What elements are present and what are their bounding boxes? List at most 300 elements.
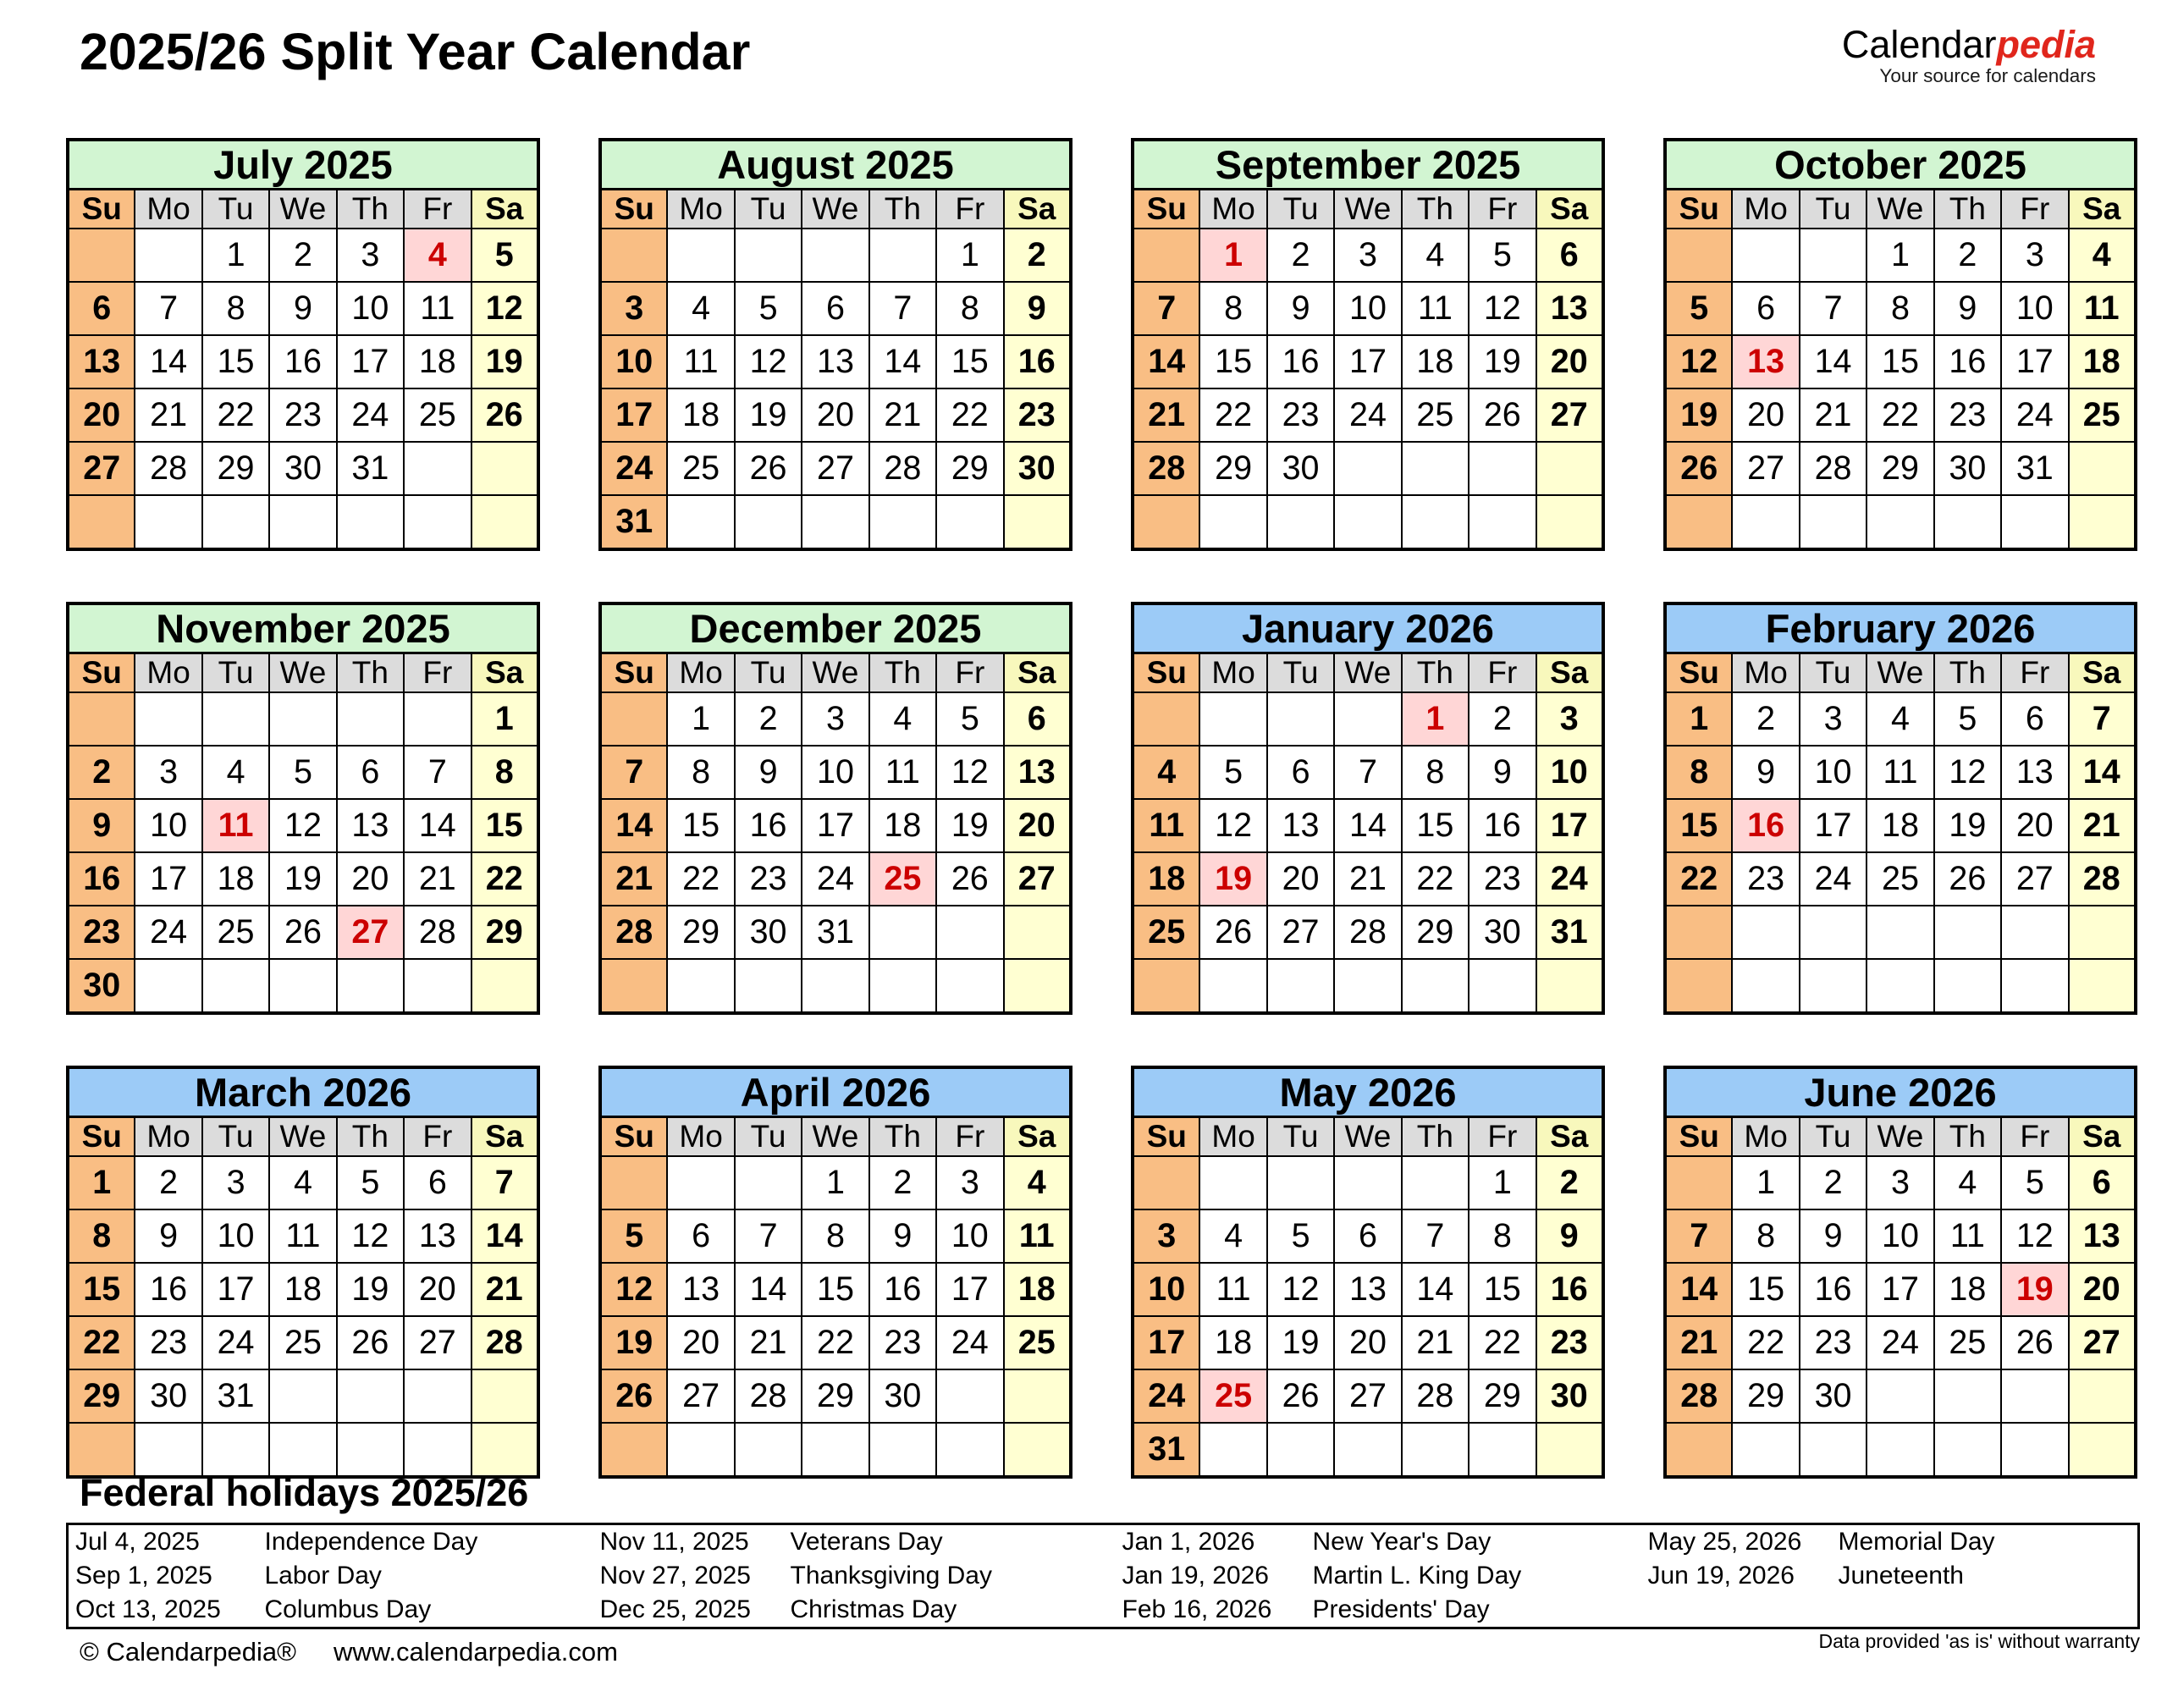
day-cell: 28: [1133, 442, 1199, 495]
empty-cell: [1536, 959, 1603, 1013]
weekday-header-su: Su: [600, 653, 667, 693]
empty-cell: [68, 692, 135, 746]
empty-cell: [1004, 959, 1071, 1013]
weekday-header-fr: Fr: [936, 190, 1003, 229]
empty-cell: [2069, 959, 2136, 1013]
day-cell: 13: [1267, 799, 1334, 852]
empty-cell: [1469, 959, 1536, 1013]
empty-cell: [1402, 1156, 1469, 1209]
day-cell: 8: [802, 1209, 868, 1263]
day-cell: 6: [2069, 1156, 2136, 1209]
day-cell: 8: [667, 746, 734, 799]
day-cell: 1: [471, 692, 538, 746]
day-cell: 11: [269, 1209, 336, 1263]
month-december-2025: [598, 602, 1072, 1015]
day-cell: 12: [1469, 282, 1536, 335]
weekday-header-su: Su: [1133, 1117, 1199, 1157]
day-cell: 2: [1934, 229, 2001, 282]
day-cell: 19: [1665, 388, 1732, 442]
day-cell: 24: [135, 906, 201, 959]
holiday-cell: 19: [2001, 1263, 2068, 1316]
day-cell: 28: [471, 1316, 538, 1369]
day-cell: 29: [1402, 906, 1469, 959]
empty-cell: [2001, 959, 2068, 1013]
day-cell: 30: [1800, 1369, 1866, 1423]
empty-cell: [1199, 1156, 1266, 1209]
day-cell: 16: [1004, 335, 1071, 388]
day-cell: 2: [1536, 1156, 1603, 1209]
weekday-header-sa: Sa: [2069, 653, 2136, 693]
day-cell: 27: [2001, 852, 2068, 906]
weekday-header-tu: Tu: [1800, 1117, 1866, 1157]
day-cell: 30: [135, 1369, 201, 1423]
holiday-cell: 1: [1199, 229, 1266, 282]
day-cell: 28: [1665, 1369, 1732, 1423]
empty-cell: [1934, 906, 2001, 959]
weekday-header-su: Su: [1665, 190, 1732, 229]
federal-holidays-heading: Federal holidays 2025/26: [80, 1471, 529, 1514]
day-cell: 25: [1402, 388, 1469, 442]
weekday-header-mo: Mo: [1732, 1117, 1799, 1157]
weekday-header-fr: Fr: [2001, 653, 2068, 693]
day-cell: 22: [471, 852, 538, 906]
day-cell: 18: [1004, 1263, 1071, 1316]
day-cell: 5: [735, 282, 802, 335]
day-cell: 19: [269, 852, 336, 906]
day-cell: 14: [2069, 746, 2136, 799]
day-cell: 3: [600, 282, 667, 335]
day-cell: 29: [667, 906, 734, 959]
day-cell: 2: [869, 1156, 936, 1209]
holiday-cell: 27: [337, 906, 404, 959]
day-cell: 16: [68, 852, 135, 906]
day-cell: 15: [1402, 799, 1469, 852]
day-cell: 30: [735, 906, 802, 959]
day-cell: 4: [1402, 229, 1469, 282]
weekday-header-th: Th: [1402, 190, 1469, 229]
day-cell: 20: [2069, 1263, 2136, 1316]
day-cell: 2: [1004, 229, 1071, 282]
weekday-header-we: We: [1866, 653, 1933, 693]
empty-cell: [600, 1423, 667, 1477]
empty-cell: [68, 495, 135, 549]
empty-cell: [269, 1369, 336, 1423]
day-cell: 20: [667, 1316, 734, 1369]
day-cell: 14: [1402, 1263, 1469, 1316]
day-cell: 6: [1334, 1209, 1401, 1263]
weekday-header-su: Su: [600, 190, 667, 229]
empty-cell: [735, 959, 802, 1013]
empty-cell: [1732, 959, 1799, 1013]
day-cell: 12: [2001, 1209, 2068, 1263]
holiday-cell: 25: [1199, 1369, 1266, 1423]
weekday-header-sa: Sa: [1004, 653, 1071, 693]
empty-cell: [667, 1156, 734, 1209]
day-cell: 2: [269, 229, 336, 282]
weekday-header-th: Th: [337, 1117, 404, 1157]
weekday-header-su: Su: [1665, 653, 1732, 693]
day-cell: 13: [802, 335, 868, 388]
day-cell: 17: [936, 1263, 1003, 1316]
holiday-row: [68, 1559, 2139, 1593]
empty-cell: [869, 959, 936, 1013]
empty-cell: [1402, 442, 1469, 495]
day-cell: 23: [1267, 388, 1334, 442]
day-cell: 21: [1133, 388, 1199, 442]
empty-cell: [1866, 906, 1933, 959]
weekday-header-we: We: [802, 1117, 868, 1157]
empty-cell: [202, 959, 269, 1013]
empty-cell: [802, 229, 868, 282]
calendarpedia-logo: [1842, 25, 2096, 86]
day-cell: 23: [1004, 388, 1071, 442]
day-cell: 2: [135, 1156, 201, 1209]
day-cell: 1: [1665, 692, 1732, 746]
holiday-cell: 11: [202, 799, 269, 852]
day-cell: 25: [1004, 1316, 1071, 1369]
day-cell: 21: [1800, 388, 1866, 442]
day-cell: 12: [1267, 1263, 1334, 1316]
day-cell: 21: [1665, 1316, 1732, 1369]
empty-cell: [667, 495, 734, 549]
month-title: February 2026: [1665, 603, 2136, 653]
empty-cell: [1267, 959, 1334, 1013]
empty-cell: [1665, 959, 1732, 1013]
day-cell: 18: [1866, 799, 1933, 852]
empty-cell: [404, 692, 471, 746]
day-cell: 4: [1866, 692, 1933, 746]
holiday-name: Martin L. King Day: [1312, 1562, 1522, 1590]
day-cell: 14: [1800, 335, 1866, 388]
empty-cell: [1334, 495, 1401, 549]
empty-cell: [202, 692, 269, 746]
day-cell: 24: [1334, 388, 1401, 442]
day-cell: 7: [1402, 1209, 1469, 1263]
empty-cell: [269, 1423, 336, 1477]
empty-cell: [600, 1156, 667, 1209]
empty-cell: [1402, 495, 1469, 549]
month-title: October 2025: [1665, 140, 2136, 190]
day-cell: 18: [2069, 335, 2136, 388]
empty-cell: [404, 442, 471, 495]
day-cell: 29: [202, 442, 269, 495]
empty-cell: [802, 1423, 868, 1477]
day-cell: 7: [735, 1209, 802, 1263]
day-cell: 19: [735, 388, 802, 442]
weekday-header-we: We: [269, 653, 336, 693]
day-cell: 28: [135, 442, 201, 495]
day-cell: 23: [1536, 1316, 1603, 1369]
weekday-header-we: We: [1866, 1117, 1933, 1157]
day-cell: 15: [1469, 1263, 1536, 1316]
day-cell: 31: [337, 442, 404, 495]
empty-cell: [2069, 442, 2136, 495]
day-cell: 9: [1800, 1209, 1866, 1263]
day-cell: 25: [667, 442, 734, 495]
logo-wordmark-black: Calendar: [1841, 23, 1997, 66]
weekday-header-mo: Mo: [667, 190, 734, 229]
day-cell: 17: [2001, 335, 2068, 388]
empty-cell: [471, 442, 538, 495]
empty-cell: [2001, 906, 2068, 959]
month-january-2026: [1131, 602, 1605, 1015]
day-cell: 19: [1934, 799, 2001, 852]
day-cell: 5: [269, 746, 336, 799]
month-july-2025: [66, 138, 540, 551]
day-cell: 28: [735, 1369, 802, 1423]
day-cell: 28: [600, 906, 667, 959]
weekday-header-mo: Mo: [1732, 190, 1799, 229]
day-cell: 24: [337, 388, 404, 442]
weekday-header-fr: Fr: [1469, 653, 1536, 693]
day-cell: 27: [1004, 852, 1071, 906]
empty-cell: [2069, 1423, 2136, 1477]
weekday-header-sa: Sa: [1004, 1117, 1071, 1157]
day-cell: 8: [1199, 282, 1266, 335]
day-cell: 22: [1199, 388, 1266, 442]
day-cell: 6: [1004, 692, 1071, 746]
day-cell: 28: [1402, 1369, 1469, 1423]
day-cell: 9: [269, 282, 336, 335]
day-cell: 16: [135, 1263, 201, 1316]
day-cell: 13: [337, 799, 404, 852]
day-cell: 13: [667, 1263, 734, 1316]
day-cell: 25: [202, 906, 269, 959]
day-cell: 4: [2069, 229, 2136, 282]
day-cell: 16: [869, 1263, 936, 1316]
empty-cell: [404, 1423, 471, 1477]
day-cell: 10: [936, 1209, 1003, 1263]
day-cell: 12: [936, 746, 1003, 799]
day-cell: 22: [936, 388, 1003, 442]
empty-cell: [202, 495, 269, 549]
holiday-cell: 1: [1402, 692, 1469, 746]
empty-cell: [1334, 442, 1401, 495]
day-cell: 2: [1267, 229, 1334, 282]
day-cell: 14: [1334, 799, 1401, 852]
day-cell: 31: [600, 495, 667, 549]
month-february-2026: [1663, 602, 2137, 1015]
weekday-header-th: Th: [1934, 653, 2001, 693]
weekday-header-sa: Sa: [471, 190, 538, 229]
day-cell: 15: [202, 335, 269, 388]
day-cell: 19: [1267, 1316, 1334, 1369]
day-cell: 24: [1133, 1369, 1199, 1423]
day-cell: 25: [404, 388, 471, 442]
day-cell: 19: [471, 335, 538, 388]
day-cell: 23: [1934, 388, 2001, 442]
empty-cell: [471, 1369, 538, 1423]
empty-cell: [1732, 1423, 1799, 1477]
day-cell: 24: [802, 852, 868, 906]
weekday-header-tu: Tu: [202, 653, 269, 693]
logo-tagline: Your source for calendars: [1879, 64, 2096, 86]
day-cell: 29: [1469, 1369, 1536, 1423]
day-cell: 21: [1334, 852, 1401, 906]
day-cell: 11: [667, 335, 734, 388]
empty-cell: [1469, 495, 1536, 549]
day-cell: 30: [1934, 442, 2001, 495]
empty-cell: [1199, 495, 1266, 549]
empty-cell: [2069, 495, 2136, 549]
day-cell: 5: [1267, 1209, 1334, 1263]
day-cell: 20: [1004, 799, 1071, 852]
empty-cell: [471, 495, 538, 549]
day-cell: 4: [202, 746, 269, 799]
weekday-header-mo: Mo: [135, 190, 201, 229]
day-cell: 2: [68, 746, 135, 799]
day-cell: 27: [667, 1369, 734, 1423]
empty-cell: [1934, 959, 2001, 1013]
weekday-header-we: We: [1334, 1117, 1401, 1157]
day-cell: 22: [1665, 852, 1732, 906]
month-title: December 2025: [600, 603, 1071, 653]
weekday-header-we: We: [802, 653, 868, 693]
day-cell: 18: [869, 799, 936, 852]
weekday-header-th: Th: [869, 190, 936, 229]
day-cell: 2: [735, 692, 802, 746]
weekday-header-fr: Fr: [404, 1117, 471, 1157]
day-cell: 1: [1732, 1156, 1799, 1209]
holiday-date: Nov 11, 2025: [599, 1528, 749, 1556]
day-cell: 4: [667, 282, 734, 335]
day-cell: 22: [1866, 388, 1933, 442]
day-cell: 24: [2001, 388, 2068, 442]
empty-cell: [68, 1423, 135, 1477]
day-cell: 17: [802, 799, 868, 852]
day-cell: 5: [337, 1156, 404, 1209]
day-cell: 26: [1665, 442, 1732, 495]
day-cell: 5: [936, 692, 1003, 746]
day-cell: 8: [68, 1209, 135, 1263]
day-cell: 7: [404, 746, 471, 799]
day-cell: 17: [600, 388, 667, 442]
day-cell: 20: [802, 388, 868, 442]
day-cell: 15: [471, 799, 538, 852]
empty-cell: [936, 959, 1003, 1013]
empty-cell: [2069, 1369, 2136, 1423]
day-cell: 11: [1402, 282, 1469, 335]
day-cell: 4: [1133, 746, 1199, 799]
day-cell: 14: [600, 799, 667, 852]
weekday-header-th: Th: [337, 653, 404, 693]
weekday-header-sa: Sa: [1536, 1117, 1603, 1157]
months-grid: [66, 138, 2137, 1479]
empty-cell: [1199, 692, 1266, 746]
day-cell: 29: [936, 442, 1003, 495]
month-november-2025: [66, 602, 540, 1015]
empty-cell: [1536, 1423, 1603, 1477]
day-cell: 3: [802, 692, 868, 746]
month-title: March 2026: [68, 1067, 538, 1117]
day-cell: 9: [1536, 1209, 1603, 1263]
day-cell: 10: [802, 746, 868, 799]
day-cell: 25: [1866, 852, 1933, 906]
empty-cell: [1866, 1369, 1933, 1423]
weekday-header-su: Su: [68, 1117, 135, 1157]
day-cell: 12: [600, 1263, 667, 1316]
day-cell: 23: [68, 906, 135, 959]
day-cell: 9: [1004, 282, 1071, 335]
empty-cell: [1800, 229, 1866, 282]
weekday-header-th: Th: [1402, 653, 1469, 693]
empty-cell: [1334, 1423, 1401, 1477]
weekday-header-we: We: [269, 190, 336, 229]
day-cell: 16: [1800, 1263, 1866, 1316]
weekday-header-fr: Fr: [1469, 1117, 1536, 1157]
weekday-header-mo: Mo: [135, 1117, 201, 1157]
day-cell: 3: [2001, 229, 2068, 282]
day-cell: 30: [869, 1369, 936, 1423]
weekday-header-th: Th: [1934, 1117, 2001, 1157]
day-cell: 16: [1469, 799, 1536, 852]
empty-cell: [269, 692, 336, 746]
holiday-name: Columbus Day: [264, 1595, 432, 1623]
day-cell: 19: [1469, 335, 1536, 388]
month-october-2025: [1663, 138, 2137, 551]
day-cell: 1: [1469, 1156, 1536, 1209]
empty-cell: [1536, 442, 1603, 495]
empty-cell: [936, 906, 1003, 959]
day-cell: 6: [68, 282, 135, 335]
weekday-header-mo: Mo: [1732, 653, 1799, 693]
day-cell: 13: [68, 335, 135, 388]
day-cell: 2: [1800, 1156, 1866, 1209]
weekday-header-su: Su: [1665, 1117, 1732, 1157]
day-cell: 26: [471, 388, 538, 442]
day-cell: 6: [802, 282, 868, 335]
day-cell: 14: [135, 335, 201, 388]
day-cell: 2: [1469, 692, 1536, 746]
month-title: August 2025: [600, 140, 1071, 190]
day-cell: 21: [404, 852, 471, 906]
empty-cell: [1800, 495, 1866, 549]
empty-cell: [1133, 495, 1199, 549]
day-cell: 23: [135, 1316, 201, 1369]
weekday-header-tu: Tu: [202, 190, 269, 229]
day-cell: 4: [869, 692, 936, 746]
empty-cell: [135, 1423, 201, 1477]
month-april-2026: [598, 1066, 1072, 1479]
day-cell: 8: [1665, 746, 1732, 799]
empty-cell: [1004, 1369, 1071, 1423]
weekday-header-tu: Tu: [735, 653, 802, 693]
empty-cell: [735, 229, 802, 282]
day-cell: 22: [202, 388, 269, 442]
empty-cell: [1934, 1369, 2001, 1423]
weekday-header-fr: Fr: [404, 653, 471, 693]
day-cell: 17: [135, 852, 201, 906]
weekday-header-tu: Tu: [1267, 653, 1334, 693]
weekday-header-th: Th: [337, 190, 404, 229]
empty-cell: [667, 959, 734, 1013]
empty-cell: [337, 959, 404, 1013]
empty-cell: [1866, 959, 1933, 1013]
holiday-date: Jan 1, 2026: [1122, 1528, 1255, 1556]
day-cell: 22: [667, 852, 734, 906]
day-cell: 27: [1732, 442, 1799, 495]
empty-cell: [1866, 495, 1933, 549]
day-cell: 18: [1133, 852, 1199, 906]
day-cell: 12: [1665, 335, 1732, 388]
day-cell: 25: [1934, 1316, 2001, 1369]
weekday-header-th: Th: [869, 1117, 936, 1157]
day-cell: 22: [1402, 852, 1469, 906]
day-cell: 18: [667, 388, 734, 442]
day-cell: 31: [1133, 1423, 1199, 1477]
day-cell: 18: [404, 335, 471, 388]
empty-cell: [337, 495, 404, 549]
